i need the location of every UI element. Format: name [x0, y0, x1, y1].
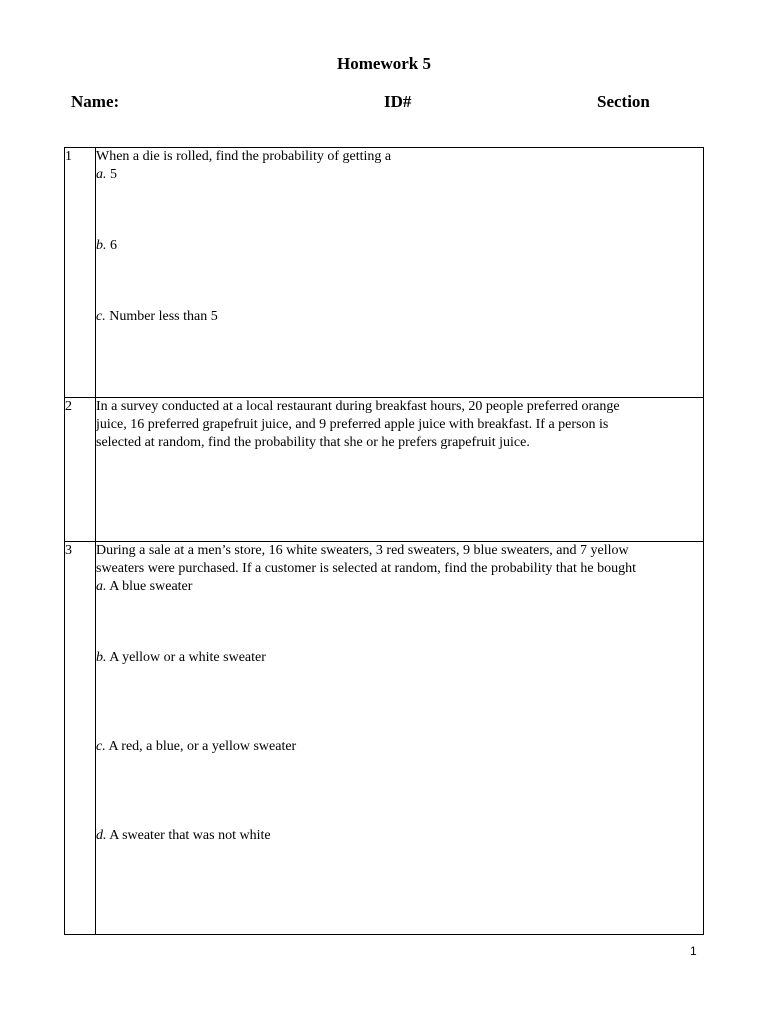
question-part — [96, 827, 703, 845]
page-number: 1 — [690, 944, 697, 958]
question-number: 3 — [65, 542, 96, 935]
question-part — [96, 738, 703, 756]
part-letter: b. — [96, 650, 107, 665]
question-prompt-line: During a sale at a men’s store, 16 white sweaters, 3 red sweaters, 9 blue sweaters, and 7 yellow — [96, 543, 629, 558]
question-body — [96, 542, 704, 935]
part-letter: c. — [96, 309, 106, 324]
question-prompt-line: sweaters were purchased. If a customer is selected at random, find the probability that he bought — [96, 561, 636, 576]
question-number: 1 — [65, 148, 96, 398]
question-row — [65, 398, 704, 542]
part-text: 5 — [106, 167, 117, 182]
question-prompt-line: juice, 16 preferred grapefruit juice, and 9 preferred apple juice with breakfast. If a person is — [96, 417, 609, 432]
part-letter: b. — [96, 238, 107, 253]
question-body — [96, 148, 704, 398]
question-part — [96, 649, 703, 667]
part-text: Number less than 5 — [105, 309, 218, 324]
document-title: Homework 5 — [337, 54, 431, 73]
questions-table — [64, 147, 704, 935]
question-body — [96, 398, 704, 542]
part-text: A yellow or a white sweater — [106, 650, 266, 665]
question-prompt: When a die is rolled, find the probability of getting a — [96, 149, 392, 164]
question-prompt-line: In a survey conducted at a local restaurant during breakfast hours, 20 people preferred orange — [96, 399, 620, 414]
question-number: 2 — [65, 398, 96, 542]
section-label: Section — [597, 92, 650, 111]
question-part — [96, 166, 703, 184]
question-part — [96, 578, 703, 596]
part-letter: a. — [96, 167, 107, 182]
part-text: A red, a blue, or a yellow sweater — [105, 739, 297, 754]
part-letter: c. — [96, 739, 106, 754]
part-letter: d. — [96, 828, 107, 843]
part-text: A blue sweater — [106, 579, 193, 594]
question-row — [65, 542, 704, 935]
question-row — [65, 148, 704, 398]
question-part — [96, 308, 703, 326]
question-prompt-line: selected at random, find the probability that she or he prefers grapefruit juice. — [96, 435, 530, 450]
question-part — [96, 237, 703, 255]
part-letter: a. — [96, 579, 107, 594]
part-text: A sweater that was not white — [106, 828, 271, 843]
part-text: 6 — [106, 238, 117, 253]
name-label: Name: — [71, 92, 120, 111]
id-label: ID# — [384, 92, 412, 111]
